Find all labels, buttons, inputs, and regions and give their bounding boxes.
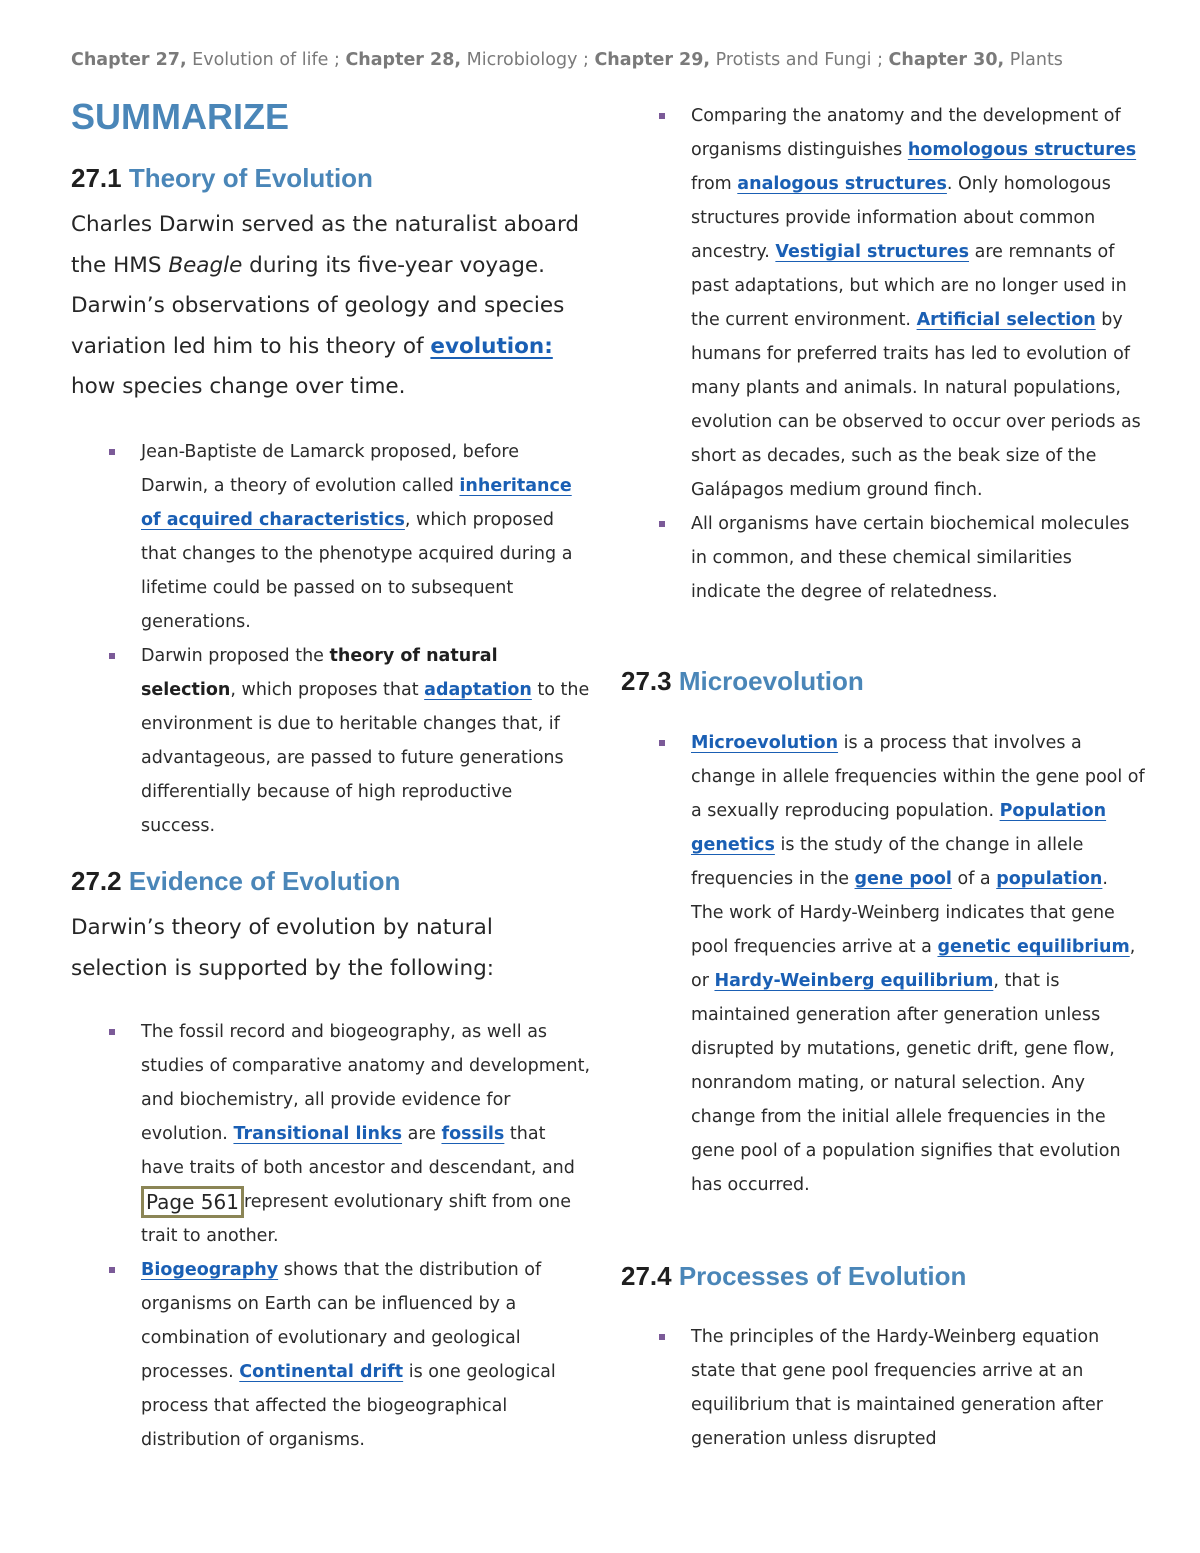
section-number: 27.2	[71, 866, 122, 896]
item-text: , which proposed that changes to the phenotype acquired during a lifetime could be passed on to subsequent generations.	[141, 510, 573, 632]
section-title: Processes of Evolution	[671, 1261, 967, 1291]
section-title: Evidence of Evolution	[121, 866, 401, 896]
list-item	[621, 1320, 1146, 1456]
glossary-link-adaptation[interactable]: adaptation	[424, 680, 532, 700]
list-item	[71, 639, 591, 843]
glossary-link-evolution[interactable]: evolution:	[430, 333, 553, 359]
glossary-link-artificial-selection[interactable]: Artificial selection	[916, 310, 1096, 330]
glossary-link-population-genetics[interactable]: Population genetics	[691, 801, 1107, 855]
glossary-link-homologous-structures[interactable]: homologous structures	[907, 140, 1137, 160]
section-27-1-list	[71, 435, 591, 843]
item-text: that have traits of both ancestor and descendant, and	[141, 1124, 575, 1178]
item-text: . The work of Hardy-Weinberg indicates that gene pool frequencies arrive at a	[691, 869, 1115, 957]
item-text: Comparing the anatomy and the development of organisms distinguishes	[691, 106, 1121, 160]
glossary-link-hardy-weinberg-equilibrium[interactable]: Hardy-Weinberg equilibrium	[714, 971, 994, 991]
item-text: are	[402, 1124, 442, 1144]
bullet-icon	[109, 1267, 115, 1273]
chapter-27-title: Evolution of life ;	[186, 50, 346, 70]
section-number: 27.3	[621, 666, 672, 696]
section-title: Microevolution	[671, 666, 864, 696]
item-text: is a process that involves a change in allele frequencies within the gene pool of a sexually reproducing population.	[691, 733, 1145, 821]
intro-text: how species change over time.	[71, 374, 406, 399]
glossary-link-fossils[interactable]: fossils	[441, 1124, 505, 1144]
ship-name: Beagle	[168, 252, 243, 278]
glossary-link-analogous-structures[interactable]: analogous structures	[737, 174, 947, 194]
section-27-3-heading	[621, 666, 864, 697]
section-27-2-list-left	[71, 1015, 591, 1457]
item-text: . Only homologous structures provide information about common ancestry.	[691, 174, 1111, 262]
glossary-link-microevolution[interactable]: Microevolution	[691, 733, 839, 753]
chapter-30-title: Plants	[1004, 50, 1063, 70]
item-text: to the environment is due to heritable changes that, if advantageous, are passed to future generations differentially because of high reproductive success.	[141, 680, 590, 836]
bullet-icon	[109, 1029, 115, 1035]
item-text: are remnants of past adaptations, but which are no longer used in the current environment.	[691, 242, 1127, 330]
glossary-link-continental-drift[interactable]: Continental drift	[239, 1362, 404, 1382]
item-text: is one geological process that affected the biogeographical distribution of organisms.	[141, 1362, 556, 1450]
chapter-28-title: Microbiology ;	[461, 50, 595, 70]
chapter-29-title: Protists and Fungi ;	[710, 50, 889, 70]
glossary-link-population[interactable]: population	[996, 869, 1103, 889]
glossary-link-vestigial-structures[interactable]: Vestigial structures	[775, 242, 970, 262]
list-item	[621, 726, 1146, 1202]
bullet-icon	[659, 740, 665, 746]
bullet-icon	[659, 113, 665, 119]
glossary-link-biogeography[interactable]: Biogeography	[141, 1260, 279, 1280]
bullet-icon	[109, 449, 115, 455]
chapter-27-label: Chapter 27,	[71, 50, 187, 70]
list-item	[621, 507, 1146, 609]
item-text: is the study of the change in allele frequencies in the	[691, 835, 1084, 889]
item-text: represent evolutionary shift from one trait to another.	[141, 1192, 571, 1246]
list-item	[621, 99, 1146, 507]
chapter-30-label: Chapter 30,	[888, 50, 1005, 70]
list-item	[71, 1015, 591, 1253]
section-title: Theory of Evolution	[121, 163, 373, 193]
glossary-link-transitional-links[interactable]: Transitional links	[233, 1124, 403, 1144]
bullet-icon	[109, 653, 115, 659]
item-text: All organisms have certain biochemical molecules in common, and these chemical similarities indicate the degree of relatedness.	[691, 514, 1130, 602]
section-27-1-intro	[71, 205, 591, 408]
list-item	[71, 1253, 591, 1457]
item-text: of a	[951, 869, 997, 889]
bullet-icon	[659, 1334, 665, 1340]
section-27-3-list	[621, 726, 1146, 1202]
page-number-marker: Page 561	[141, 1186, 244, 1218]
section-27-1-heading	[71, 163, 373, 194]
glossary-link-genetic-equilibrium[interactable]: genetic equilibrium	[937, 937, 1130, 957]
intro-text: Charles Darwin served as the naturalist aboard the HMS	[71, 212, 580, 278]
glossary-link-gene-pool[interactable]: gene pool	[854, 869, 952, 889]
section-27-2-heading	[71, 866, 400, 897]
page-title: SUMMARIZE	[71, 96, 289, 137]
section-27-2-list-right	[621, 99, 1146, 609]
intro-text: during its five-year voyage. Darwin’s observations of geology and species variation led him to his theory of	[71, 252, 565, 359]
item-text: by humans for preferred traits has led to evolution of many plants and animals. In natural populations, evolution can be observed to occur over periods as short as decades, such as the beak size of the Galápagos medium ground finch.	[691, 310, 1141, 500]
item-text: The principles of the Hardy-Weinberg equation state that gene pool frequencies arrive at an equilibrium that is maintained generation after generation unless disrupted	[691, 1327, 1103, 1449]
section-27-2-intro: Darwin’s theory of evolution by natural selection is supported by the following:	[71, 915, 494, 981]
item-text: from	[691, 174, 738, 194]
glossary-link-inheritance-of-acquired-characteristics[interactable]: inheritance of acquired characteristics	[141, 476, 572, 530]
item-text: shows that the distribution of organisms on Earth can be influenced by a combination of evolutionary and geological processes.	[141, 1260, 542, 1382]
item-text: Darwin proposed the	[141, 646, 330, 666]
bullet-icon	[659, 521, 665, 527]
item-text: , or	[691, 937, 1136, 991]
key-term: theory of natural selection	[141, 646, 498, 700]
chapter-29-label: Chapter 29,	[594, 50, 711, 70]
item-text: The fossil record and biogeography, as well as studies of comparative anatomy and development, and biochemistry, all provide evidence for evolution.	[141, 1022, 591, 1144]
item-text: , that is maintained generation after generation unless disrupted by mutations, genetic drift, gene flow, nonrandom mating, or natural selection. Any change from the initial allele frequencies in the gene pool of a population signifies that evolution has occurred.	[691, 971, 1121, 1195]
item-text: , which proposes that	[230, 680, 425, 700]
list-item	[71, 435, 591, 639]
section-number: 27.4	[621, 1261, 672, 1291]
section-27-4-heading	[621, 1261, 966, 1292]
section-number: 27.1	[71, 163, 122, 193]
section-27-4-list	[621, 1320, 1146, 1456]
item-text: Jean-Baptiste de Lamarck proposed, before Darwin, a theory of evolution called	[141, 442, 519, 496]
chapter-28-label: Chapter 28,	[345, 50, 462, 70]
running-header	[71, 50, 1171, 70]
